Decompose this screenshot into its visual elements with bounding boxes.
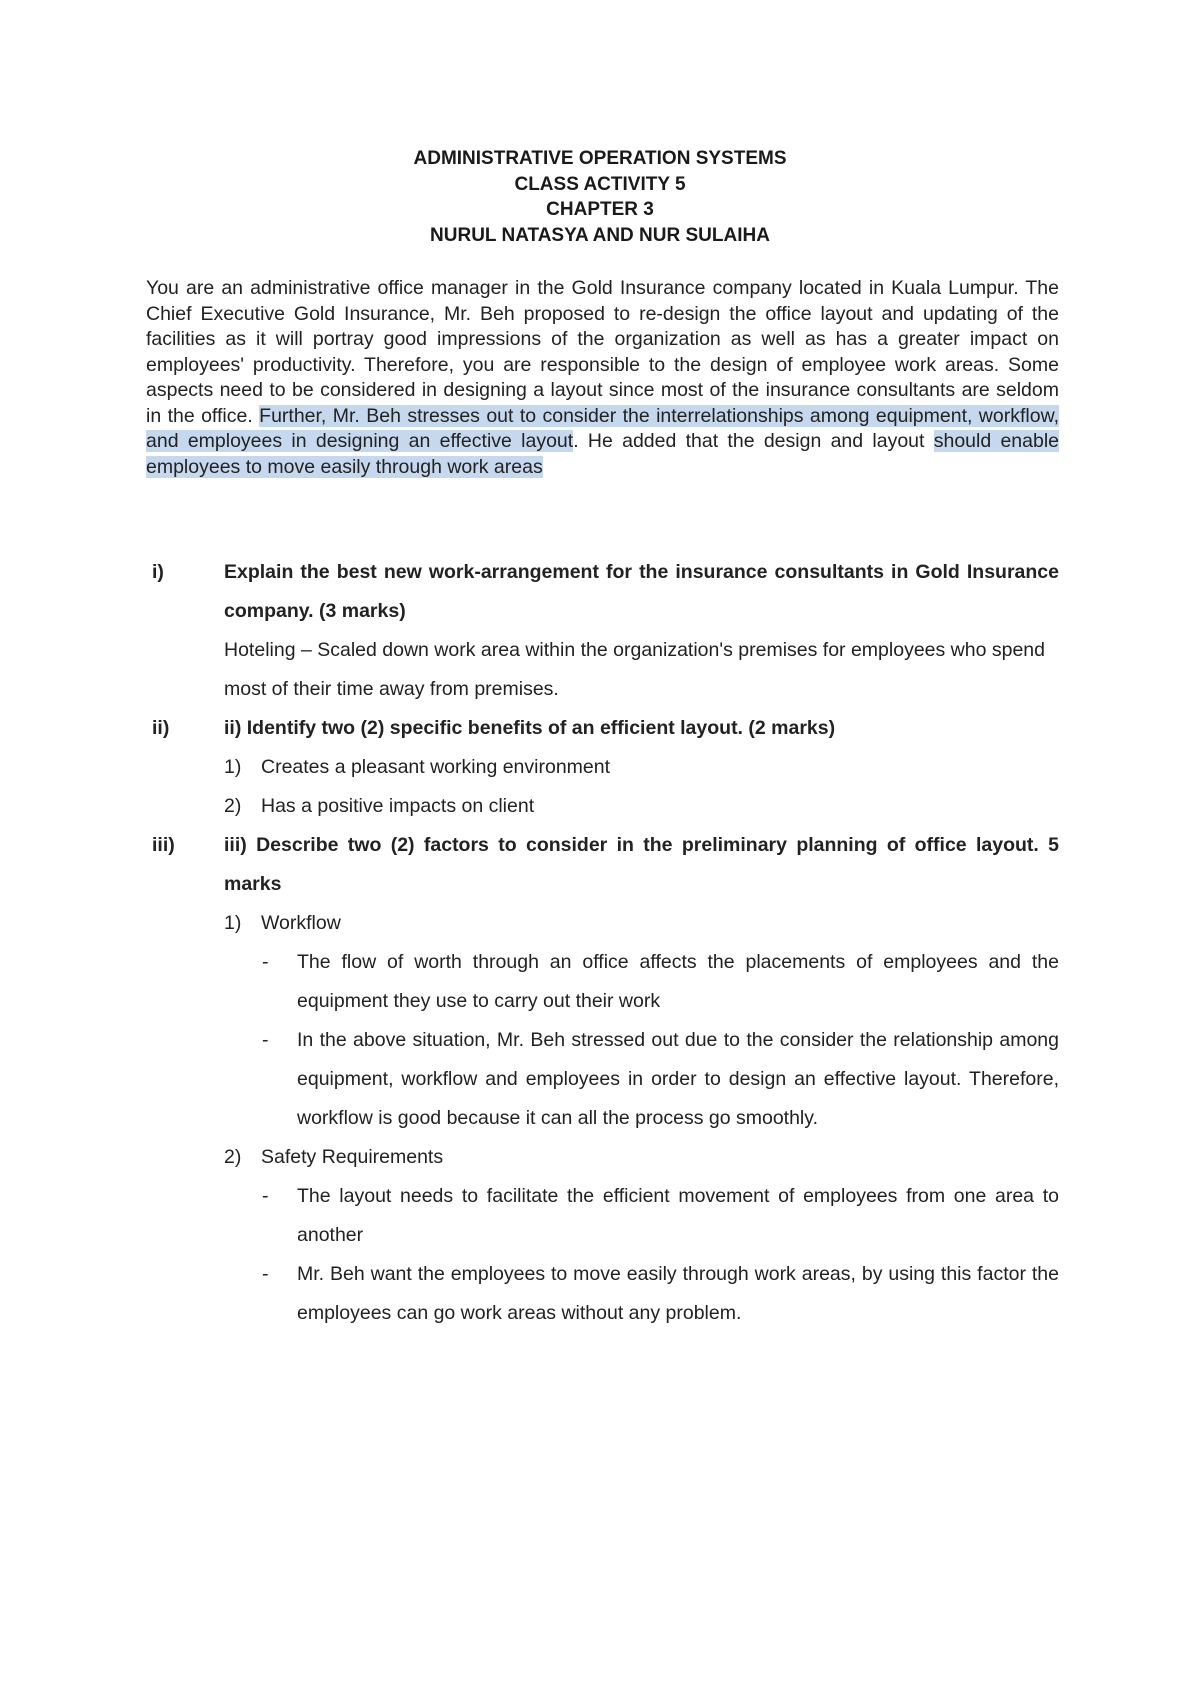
sub-point xyxy=(224,943,1059,1021)
dash-bullet: - xyxy=(262,1185,269,1207)
intro-text-1: You are an administrative office manager in the Gold Insurance company located in Kuala Lumpur. The Chief Executive Gold Insurance, Mr. Beh proposed to re-design the office layout and updating of the facilities as it will portray good impressions of the organization as well as has a greater impact on employees' productivity. Therefore, you are responsible to the design of employee work areas. Some aspects need to be considered in designing a layout since most of the insurance consultants are seldom in the office. xyxy=(146,277,1059,427)
list-item xyxy=(224,787,1059,826)
questions-list xyxy=(146,553,1059,1333)
list-item xyxy=(224,1138,1059,1177)
sub-point-text: In the above situation, Mr. Beh stressed out due to the consider the relationship among equipment, workflow and employees in order to design an effective layout. Therefore, workflow is good because it can all the process go smoothly. xyxy=(297,1029,1059,1129)
intro-highlight-1: Further, Mr. Beh stresses out to consider the interrelationships among equipment, workflow, and employees in designing an effective layout xyxy=(146,404,1059,452)
list-item xyxy=(224,904,1059,943)
sub-point-text: Mr. Beh want the employees to move easily through work areas, by using this factor the employees can go work areas without any problem. xyxy=(297,1263,1059,1324)
answer-text: Hoteling – Scaled down work area within the organization's premises for employees who spend most of their time away from premises. xyxy=(224,639,1045,700)
sub-point xyxy=(224,1177,1059,1255)
sub-point-text: The flow of worth through an office affects the placements of employees and the equipment they use to carry out their work xyxy=(297,951,1059,1012)
question-title: iii) Describe two (2) factors to consider in the preliminary planning of office layout. 5 marks xyxy=(224,834,1059,895)
sub-point-text: The layout needs to facilitate the efficient movement of employees from one area to another xyxy=(297,1185,1059,1246)
question-number: i) xyxy=(152,561,164,583)
question-title: ii) Identify two (2) specific benefits of an efficient layout. (2 marks) xyxy=(224,717,836,739)
intro-highlight-2: should enable employees to move easily through work areas xyxy=(146,430,1060,478)
course-title: ADMINISTRATIVE OPERATION SYSTEMS xyxy=(413,148,787,169)
item-text: Safety Requirements xyxy=(261,1146,444,1168)
item-number: 1) xyxy=(224,756,242,778)
question-1 xyxy=(146,553,1059,709)
activity-title: CLASS ACTIVITY 5 xyxy=(514,173,686,195)
dash-bullet: - xyxy=(262,951,269,973)
sub-point xyxy=(224,1021,1059,1138)
intro-text-2: . He added that the design and layout xyxy=(573,430,934,452)
sub-point xyxy=(224,1255,1059,1333)
item-number: 2) xyxy=(224,1146,242,1168)
dash-bullet: - xyxy=(262,1029,269,1051)
item-text: Has a positive impacts on client xyxy=(261,795,535,817)
item-number: 1) xyxy=(224,912,242,934)
chapter-title: CHAPTER 3 xyxy=(546,199,654,220)
item-number: 2) xyxy=(224,795,242,817)
document-header xyxy=(0,146,1200,248)
authors: NURUL NATASYA AND NUR SULAIHA xyxy=(430,224,770,246)
intro-paragraph xyxy=(146,276,1059,480)
list-item xyxy=(224,748,1059,787)
question-title: Explain the best new work-arrangement for the insurance consultants in Gold Insurance company. (3 marks) xyxy=(224,561,1059,622)
question-number: iii) xyxy=(152,834,175,856)
question-number: ii) xyxy=(152,717,170,739)
item-text: Workflow xyxy=(261,912,341,934)
question-2 xyxy=(146,709,1059,826)
question-3 xyxy=(146,826,1059,1333)
dash-bullet: - xyxy=(262,1263,269,1285)
item-text: Creates a pleasant working environment xyxy=(261,756,611,778)
